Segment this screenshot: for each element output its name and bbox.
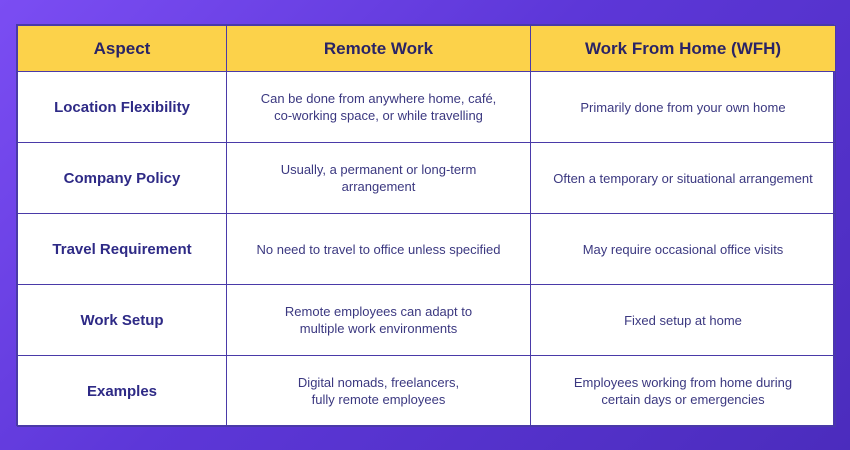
- cell-text-line: fully remote employees: [311, 392, 446, 407]
- header-aspect: Aspect: [18, 26, 227, 72]
- row-remote-cell: [227, 143, 531, 214]
- row-remote-cell: [227, 356, 531, 427]
- row-aspect-label: Company Policy: [18, 143, 227, 214]
- comparison-table-container: [16, 24, 834, 426]
- header-remote-work: Remote Work: [227, 26, 531, 72]
- cell-text-line: multiple work environments: [299, 321, 458, 336]
- row-remote-cell: [227, 214, 531, 285]
- row-aspect-label: Examples: [18, 356, 227, 427]
- row-wfh-cell: [531, 356, 836, 427]
- table-row: [18, 285, 836, 356]
- cell-text-line: co-working space, or while travelling: [274, 108, 483, 123]
- row-aspect-label: Travel Requirement: [18, 214, 227, 285]
- cell-text-line: No need to travel to office unless specified: [256, 241, 501, 257]
- row-wfh-cell: [531, 143, 836, 214]
- row-aspect-label: Location Flexibility: [18, 72, 227, 143]
- row-remote-cell: [227, 72, 531, 143]
- table-row: [18, 214, 836, 285]
- cell-text-line: Remote employees can adapt to: [284, 304, 473, 319]
- cell-text-line: Primarily done from your own home: [580, 99, 786, 115]
- cell-text-line: Fixed setup at home: [624, 312, 742, 328]
- table-row: [18, 72, 836, 143]
- row-remote-cell: [227, 285, 531, 356]
- row-wfh-cell: [531, 285, 836, 356]
- table-row: [18, 143, 836, 214]
- row-wfh-cell: [531, 72, 836, 143]
- table-row: [18, 356, 836, 427]
- cell-text-line: May require occasional office visits: [582, 241, 784, 257]
- cell-text-line: certain days or emergencies: [601, 392, 765, 407]
- header-work-from-home: Work From Home (WFH): [531, 26, 836, 72]
- cell-text-line: Can be done from anywhere home, café,: [260, 91, 497, 106]
- cell-text-line: Employees working from home during: [573, 375, 793, 390]
- cell-text-line: Digital nomads, freelancers,: [297, 375, 460, 390]
- comparison-table: [17, 25, 836, 427]
- row-wfh-cell: [531, 214, 836, 285]
- cell-text-line: arrangement: [341, 179, 416, 194]
- cell-text-line: Often a temporary or situational arrangement: [553, 170, 813, 186]
- row-aspect-label: Work Setup: [18, 285, 227, 356]
- cell-text-line: Usually, a permanent or long-term: [280, 162, 477, 177]
- table-header-row: [18, 26, 836, 72]
